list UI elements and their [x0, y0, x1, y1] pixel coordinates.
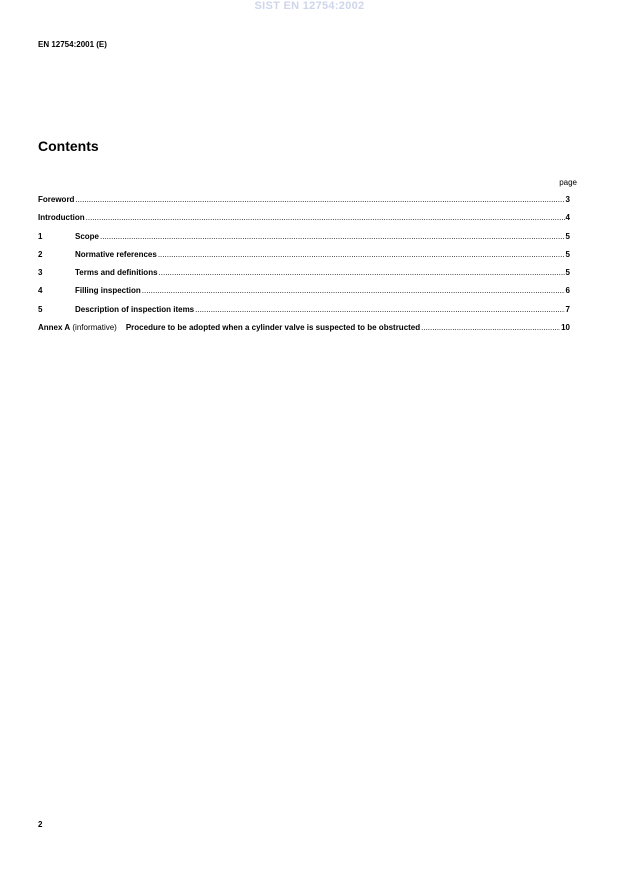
toc-title: Terms and definitions: [75, 268, 158, 278]
toc-entry-description-of-inspection-items[interactable]: [38, 305, 570, 323]
watermark: SIST EN 12754:2002: [254, 0, 365, 12]
page-column-label: page: [559, 178, 577, 187]
toc-page: 4: [565, 213, 570, 223]
toc-entry-terms-and-definitions[interactable]: [38, 268, 570, 286]
toc-number: 4: [38, 286, 43, 296]
dot-leader: [159, 268, 565, 277]
table-of-contents: [38, 195, 570, 341]
toc-title: Description of inspection items: [75, 304, 195, 314]
dot-leader: [195, 305, 564, 314]
toc-title: Scope: [75, 231, 100, 241]
toc-entry-normative-references[interactable]: [38, 250, 570, 268]
toc-title: Introduction: [38, 213, 85, 223]
toc-title: Foreword: [38, 195, 75, 204]
toc-entry-introduction[interactable]: [38, 213, 570, 231]
toc-page: 3: [565, 195, 570, 204]
toc-number: 2: [38, 249, 43, 259]
dot-leader: [75, 195, 564, 204]
toc-title: Normative references: [75, 249, 157, 259]
toc-title: Filling inspection: [75, 286, 141, 296]
toc-page: 10: [561, 323, 570, 333]
toc-number: 5: [38, 304, 43, 314]
dot-leader: [158, 250, 565, 259]
toc-entry-foreword[interactable]: [38, 195, 570, 213]
dot-leader: [142, 286, 565, 295]
toc-entry-filling-inspection[interactable]: [38, 286, 570, 304]
toc-annex-note: (informative): [72, 323, 117, 333]
toc-title: Procedure to be adopted when a cylinder valve is suspected to be obstructed: [125, 323, 421, 333]
toc-page: 5: [565, 249, 570, 259]
toc-number: Annex A: [38, 323, 71, 333]
toc-page: 6: [565, 286, 570, 296]
contents-heading: Contents: [38, 138, 99, 154]
toc-number: 3: [38, 268, 43, 278]
dot-leader: [421, 323, 560, 332]
dot-leader: [100, 232, 565, 241]
document-id: EN 12754:2001 (E): [38, 40, 107, 49]
toc-page: 5: [565, 268, 570, 278]
toc-entry-scope[interactable]: [38, 232, 570, 250]
dot-leader: [86, 213, 565, 222]
page-number: 2: [38, 820, 43, 829]
toc-page: 7: [565, 304, 570, 314]
toc-page: 5: [565, 231, 570, 241]
toc-entry-annex-a[interactable]: [38, 323, 570, 341]
toc-number: 1: [38, 231, 43, 241]
